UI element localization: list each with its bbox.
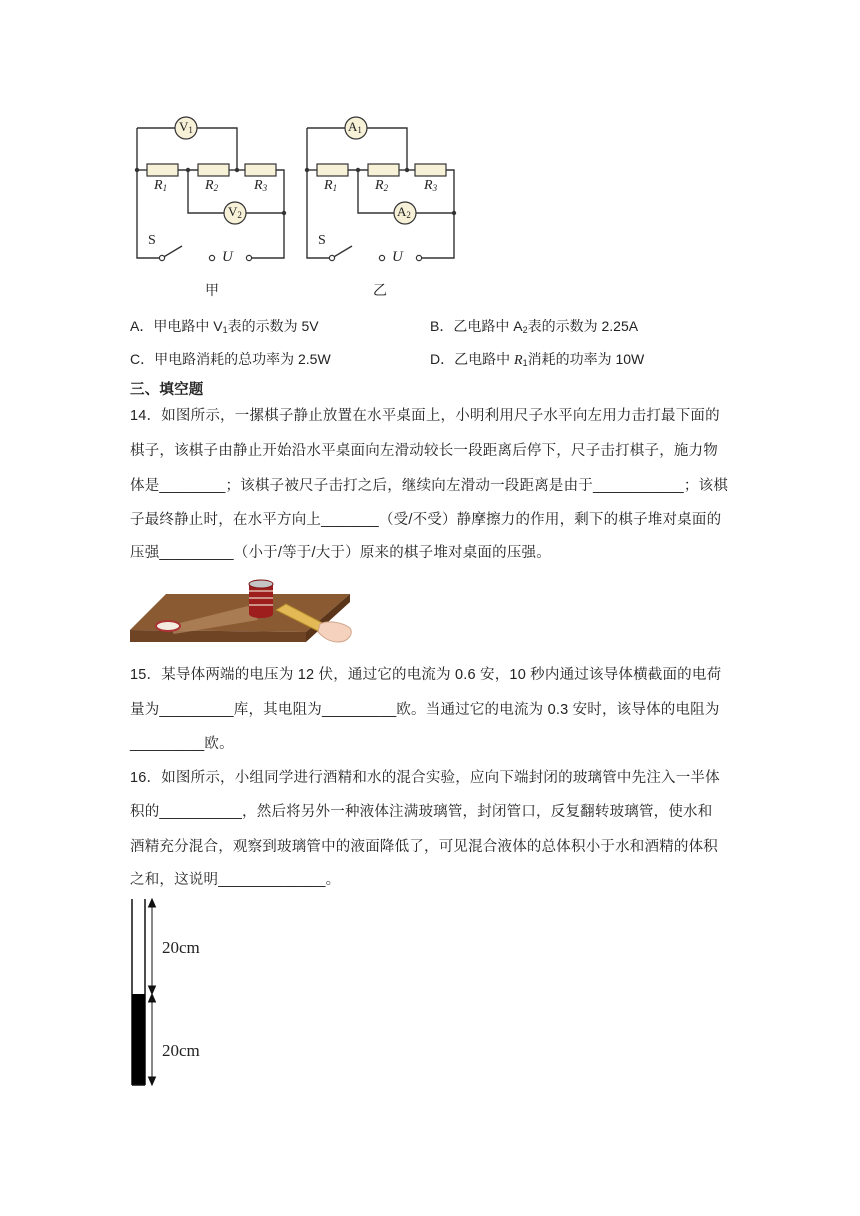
jia-caption: 甲 [205,282,219,298]
q14-line: 子最终静止时，在水平方向上_______（受/不受）静摩擦力的作用，剩下的棋子堆对桌面的 [130,512,722,528]
jia-r2-label: $R_2$ [205,178,219,193]
jia-meter-v1-label: $V_1$ [179,119,193,135]
q16-line: 积的__________，然后将另外一种液体注满玻璃管，封闭管口，反复翻转玻璃管，使水和 [130,804,713,820]
jia-r3-label: $R_3$ [254,178,268,193]
yi-meter-a1-label: $A_1$ [348,119,362,135]
q14-line: 棋子，该棋子由静止开始沿水平桌面向左滑动较长一段距离后停下，尺子击打棋子，施力物 [130,443,718,459]
q15-line: 量为_________库，其电阻为_________欧。当通过它的电流为 0.3 安时，该导体的电阻为 [130,702,720,718]
circuit-diagrams [120,108,470,303]
option-c: C．甲电路消耗的总功率为 2.5W [130,351,331,367]
yi-meter-a2-label: $A_2$ [397,204,411,220]
q16-line: 之和，这说明_____________。 [130,872,341,888]
option-d: D．乙电路中 $R_1$消耗的功率为 10W [430,351,645,368]
yi-source-label: U [392,249,403,265]
q16-line: 酒精充分混合，观察到玻璃管中的液面降低了，可见混合液体的总体积小于水和酒精的体积 [130,839,718,855]
yi-caption: 乙 [373,282,387,298]
q15-line: 15．某导体两端的电压为 12 伏，通过它的电流为 0.6 安，10 秒内通过该导体横截面的电荷 [130,667,722,683]
q15-line: _________欧。 [130,736,234,752]
jia-meter-v2-label: $V_2$ [228,204,242,220]
q14-line: 体是________；该棋子被尺子击打之后，继续向左滑动一段距离是由于___________；该棋 [130,478,729,494]
jia-source-label: U [222,249,233,265]
option-a: A．甲电路中 $V_1$表的示数为 5V [130,318,319,335]
yi-r2-label: $R_2$ [375,178,389,193]
yi-r3-label: $R_3$ [424,178,438,193]
section-title: 三、填空题 [130,382,204,398]
jia-r1-label: $R_1$ [154,178,168,193]
chess-pieces-illustration [128,576,358,648]
q14-line: 14．如图所示，一摞棋子静止放置在水平桌面上，小明利用尺子水平向左用力击打最下面的 [130,408,720,424]
yi-r1-label: $R_1$ [324,178,338,193]
tube-top-label: 20cm [162,938,200,957]
yi-switch-label: S [318,233,326,248]
jia-switch-label: S [148,233,156,248]
q14-line: 压强_________（小于/等于/大于）原来的棋子堆对桌面的压强。 [130,545,551,561]
q16-line: 16．如图所示，小组同学进行酒精和水的混合实验，应向下端封闭的玻璃管中先注入一半体 [130,770,720,786]
tube-bottom-label: 20cm [162,1041,200,1060]
option-b: B．乙电路中 $A_2$表的示数为 2.25A [430,318,639,335]
